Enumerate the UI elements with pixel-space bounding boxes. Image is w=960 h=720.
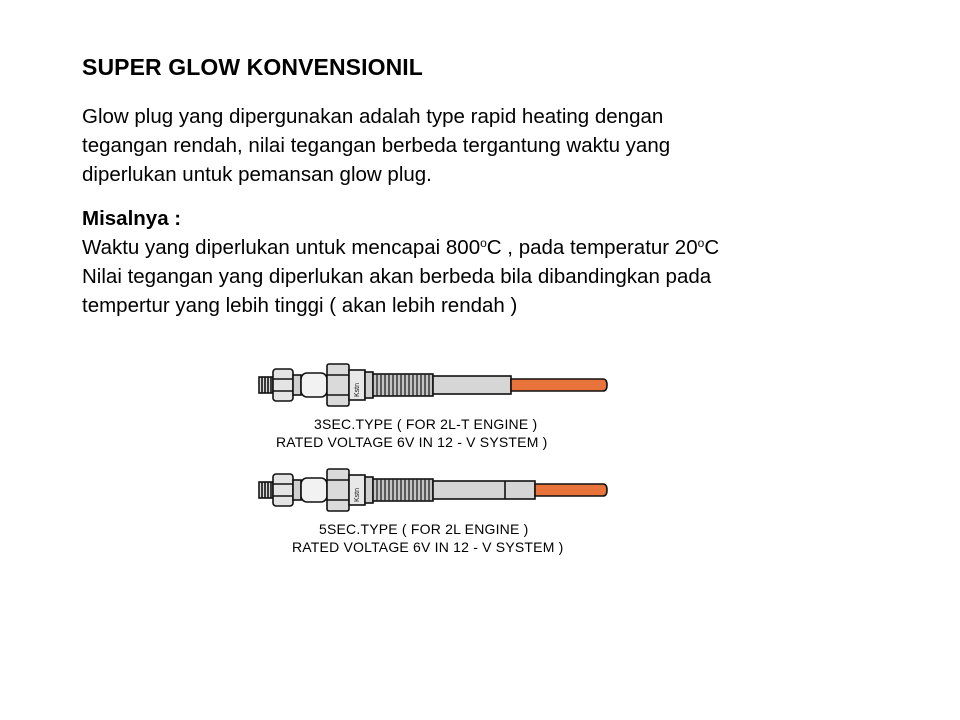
- degree-symbol: o: [697, 236, 705, 250]
- intro-line: Glow plug yang dipergunakan adalah type rapid heating dengan: [82, 105, 664, 128]
- glow-plug-3sec-icon: [255, 355, 615, 415]
- example-heading: Misalnya :: [82, 207, 182, 230]
- example-line-voltage: Nilai tegangan yang diperlukan akan berbeda bila dibandingkan pada: [82, 265, 712, 288]
- temperature-text-prefix: Waktu yang diperlukan untuk mencapai 800: [82, 236, 481, 259]
- temperature-text-suffix: C: [704, 236, 720, 259]
- svg-text:Kstn: Kstn: [354, 382, 361, 397]
- plug-5sec-caption-voltage: RATED VOLTAGE 6V IN 12 - V SYSTEM ): [292, 539, 564, 555]
- example-paragraph: [82, 204, 719, 320]
- page-title: SUPER GLOW KONVENSIONIL: [82, 54, 423, 80]
- plug-3sec-caption-voltage: RATED VOLTAGE 6V IN 12 - V SYSTEM ): [276, 434, 548, 450]
- intro-paragraph: [82, 102, 670, 189]
- example-line-temperature: [82, 233, 719, 262]
- glow-plug-figure: [255, 355, 615, 565]
- svg-text:Kstn: Kstn: [354, 487, 361, 502]
- intro-line: tegangan rendah, nilai tegangan berbeda tergantung waktu yang: [82, 134, 671, 157]
- glow-plug-5sec-icon: [255, 460, 615, 520]
- plug-3sec-caption-type: 3SEC.TYPE ( FOR 2L-T ENGINE ): [314, 416, 538, 432]
- temperature-text-middle: C , pada temperatur 20: [486, 236, 698, 259]
- degree-symbol: o: [480, 236, 487, 250]
- intro-line: diperlukan untuk pemansan glow plug.: [82, 163, 432, 186]
- example-line-note: tempertur yang lebih tinggi ( akan lebih rendah ): [82, 294, 518, 317]
- plug-5sec-caption-type: 5SEC.TYPE ( FOR 2L ENGINE ): [319, 521, 529, 537]
